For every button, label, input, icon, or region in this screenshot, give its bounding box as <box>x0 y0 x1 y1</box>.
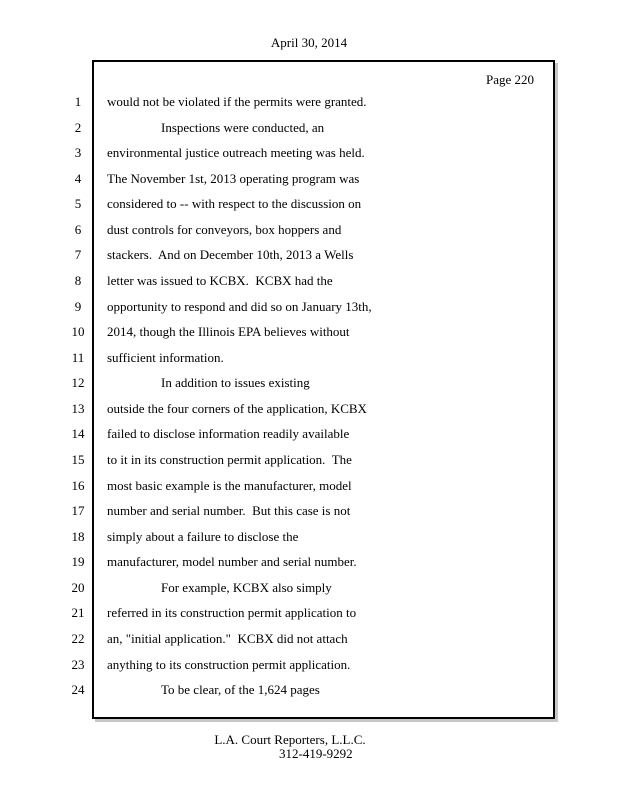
line-number: 17 <box>71 503 85 519</box>
line-text: environmental justice outreach meeting was held. <box>107 145 365 161</box>
line-number: 11 <box>71 349 85 365</box>
line-text: sufficient information. <box>107 349 224 365</box>
line-text: considered to -- with respect to the discussion on <box>107 196 362 212</box>
footer-phone: 312-419-9292 <box>279 746 353 761</box>
line-text: letter was issued to KCBX. KCBX had the <box>107 272 333 288</box>
line-text: number and serial number. But this case is not <box>107 503 351 519</box>
line-number: 1 <box>74 94 82 109</box>
line-number: 4 <box>74 170 82 186</box>
line-text: In addition to issues existing <box>161 375 310 391</box>
line-text: dust controls for conveyors, box hoppers and <box>107 221 342 237</box>
line-text: outside the four corners of the application, KCBX <box>107 400 367 416</box>
line-number: 24 <box>71 682 85 698</box>
line-number: 14 <box>71 426 85 442</box>
line-number: 3 <box>74 145 82 161</box>
line-text: The November 1st, 2013 operating program was <box>107 170 360 186</box>
line-number: 9 <box>74 298 82 314</box>
line-text: opportunity to respond and did so on January 13th, <box>107 298 372 314</box>
transcript-date: April 30, 2014 <box>270 35 348 50</box>
line-text: referred in its construction permit application to <box>107 605 357 621</box>
line-text: would not be violated if the permits were granted. <box>107 94 367 109</box>
line-number: 15 <box>71 451 85 467</box>
line-number: 19 <box>71 554 85 570</box>
line-number: 5 <box>74 196 82 212</box>
line-number: 18 <box>71 528 85 544</box>
line-text: to it in its construction permit application. The <box>107 451 352 467</box>
line-number: 6 <box>74 221 82 237</box>
line-text: 2014, though the Illinois EPA believes without <box>107 324 350 340</box>
line-number: 13 <box>71 400 85 416</box>
line-number: 23 <box>71 656 85 672</box>
line-number: 7 <box>74 247 82 263</box>
line-text: For example, KCBX also simply <box>161 579 332 595</box>
line-number: 22 <box>71 630 85 646</box>
footer-company: L.A. Court Reporters, L.L.C. <box>214 732 366 747</box>
line-text: manufacturer, model number and serial number. <box>107 554 357 570</box>
line-number: 12 <box>71 375 85 391</box>
line-number: 8 <box>74 272 82 288</box>
line-text: failed to disclose information readily available <box>107 426 350 442</box>
line-number: 2 <box>74 119 82 135</box>
line-number: 16 <box>71 477 85 493</box>
line-number: 10 <box>71 324 85 340</box>
line-text: Inspections were conducted, an <box>161 119 325 135</box>
line-text: an, "initial application." KCBX did not attach <box>107 630 348 646</box>
line-text: simply about a failure to disclose the <box>107 528 299 544</box>
line-text: anything to its construction permit application. <box>107 656 351 672</box>
page-number: Page 220 <box>485 72 534 87</box>
line-text: most basic example is the manufacturer, model <box>107 477 352 493</box>
line-number: 21 <box>71 605 85 621</box>
line-number: 20 <box>71 579 85 595</box>
line-text: To be clear, of the 1,624 pages <box>161 682 320 698</box>
line-text: stackers. And on December 10th, 2013 a Wells <box>107 247 354 263</box>
